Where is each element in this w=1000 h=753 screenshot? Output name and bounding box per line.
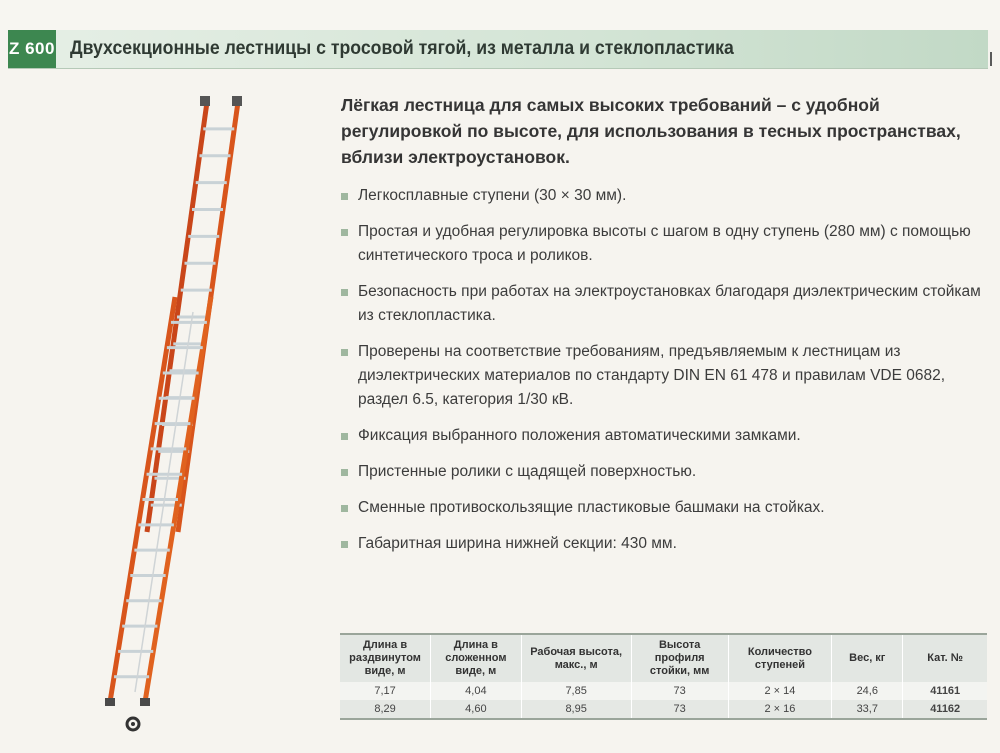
cell-profile-height: 73 [631, 700, 728, 719]
cell-folded-length: 4,60 [431, 700, 522, 719]
col-header-profile-height: Высота профиля стойки, мм [631, 634, 728, 682]
cell-cat-no: 41161 [903, 682, 987, 700]
table-header-row [340, 634, 987, 682]
list-item: Проверены на соответствие требованиям, предъявляемым к лестницам из диэлектрических материалов по стандарту DIN EN 61 478 и правилам VDE 0682, раздел 6.5, категория 1/30 кВ. [341, 340, 991, 412]
col-header-rung-count: Количество ступеней [728, 634, 832, 682]
list-item: Пристенные ролики с щадящей поверхностью. [341, 460, 991, 484]
cell-weight: 24,6 [832, 682, 903, 700]
list-item: Габаритная ширина нижней секции: 430 мм. [341, 532, 991, 556]
table-row [340, 682, 987, 700]
list-item: Простая и удобная регулировка высоты с шагом в одну ступень (280 мм) с помощью синтетического троса и роликов. [341, 220, 991, 268]
col-header-extended-length: Длина в раздвинутом виде, м [340, 634, 431, 682]
cell-extended-length: 7,17 [340, 682, 431, 700]
list-item: Сменные противоскользящие пластиковые башмаки на стойках. [341, 496, 991, 520]
bullet-square-icon [341, 433, 348, 440]
section-code: Z 600 [8, 30, 56, 68]
table-row [340, 700, 987, 719]
cell-rung-count: 2 × 16 [728, 700, 832, 719]
cell-weight: 33,7 [832, 700, 903, 719]
header-edge-mark [990, 52, 992, 66]
ladder-upper-section [147, 96, 242, 532]
ladder-illustration-icon [95, 92, 255, 742]
cell-rung-count: 2 × 14 [728, 682, 832, 700]
bullet-square-icon [341, 229, 348, 236]
bullet-square-icon [341, 541, 348, 548]
bullet-square-icon [341, 505, 348, 512]
intro-text: Лёгкая лестница для самых высоких требований – с удобной регулировкой по высоте, для использования в тесных пространствах, вблизи электроустановок. [341, 95, 961, 167]
cell-folded-length: 4,04 [431, 682, 522, 700]
spec-table [340, 633, 987, 720]
page-top-margin [0, 0, 1000, 30]
feature-list [341, 184, 991, 568]
cell-cat-no: 41162 [903, 700, 987, 719]
page-title: Двухсекционные лестницы с тросовой тягой, из металла и стеклопластика [70, 38, 734, 59]
cell-working-height: 8,95 [521, 700, 631, 719]
col-header-working-height: Рабочая высота, макс., м [521, 634, 631, 682]
cell-extended-length: 8,29 [340, 700, 431, 719]
bullet-square-icon [341, 193, 348, 200]
ladder-lower-section [105, 297, 211, 730]
section-header [8, 30, 988, 69]
cell-working-height: 7,85 [521, 682, 631, 700]
list-item: Безопасность при работах на электроустановках благодаря диэлектрическим стойкам из стеклопластика. [341, 280, 991, 328]
col-header-weight: Вес, кг [832, 634, 903, 682]
bullet-square-icon [341, 469, 348, 476]
list-item: Легкосплавные ступени (30 × 30 мм). [341, 184, 991, 208]
bullet-square-icon [341, 349, 348, 356]
bullet-square-icon [341, 289, 348, 296]
col-header-cat-no: Кат. № [903, 634, 987, 682]
col-header-folded-length: Длина в сложенном виде, м [431, 634, 522, 682]
list-item: Фиксация выбранного положения автоматическими замками. [341, 424, 991, 448]
cell-profile-height: 73 [631, 682, 728, 700]
